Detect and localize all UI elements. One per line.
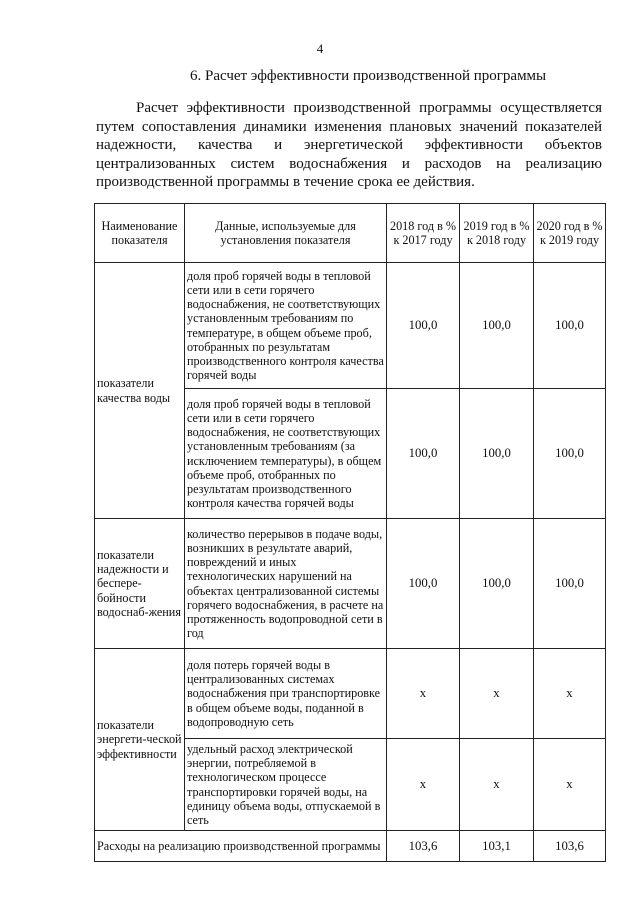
expenses-label: Расходы на реализацию производственной программы	[95, 831, 387, 862]
value-2020: х	[534, 739, 606, 831]
intro-paragraph	[96, 99, 602, 192]
indicator-data: количество перерывов в подаче воды, возникших в результате аварий, повреждений и иных технологических нарушений на объектах централизованной системы горячего водоснабжения, в расчете на протяженность водопроводной сети в год	[185, 519, 387, 649]
intro-line: надежности, качества и энергетической эффективности объектов	[96, 137, 602, 153]
value-2018: х	[387, 739, 460, 831]
value-2019: 100,0	[460, 519, 534, 649]
page-number: 4	[316, 41, 324, 56]
indicator-name: показатели энергети-ческой эффективности	[95, 649, 185, 831]
value-2019: 100,0	[460, 263, 534, 389]
value-2020: 100,0	[534, 389, 606, 519]
expenses-2019: 103,1	[460, 831, 534, 862]
expenses-2020: 103,6	[534, 831, 606, 862]
indicator-data: удельный расход электрической энергии, потребляемой в технологическом процессе транспортировки горячей воды, на единицу объема воды, отпускаемой в сеть	[185, 739, 387, 831]
table-row	[95, 519, 606, 649]
efficiency-table	[94, 203, 606, 862]
value-2020: х	[534, 649, 606, 739]
intro-line: централизованных систем водоснабжения и расходов на реализацию	[96, 155, 602, 172]
table-header-row	[95, 204, 606, 263]
expenses-2018: 103,6	[387, 831, 460, 862]
indicator-data: доля потерь горячей воды в централизованных системах водоснабжения при транспортировке в общем объеме воды, поданной в водопроводную сеть	[185, 649, 387, 739]
header-name: Наименование показателя	[95, 204, 185, 263]
indicator-name: показатели надежности и беспере-бойности водоснаб-жения	[95, 519, 185, 649]
indicator-data: доля проб горячей воды в тепловой сети или в сети горячего водоснабжения, не соответствующих установленным требованиям по температуре, в общем объеме проб, отобранных по результатам производственного контроля качества горячей воды	[185, 263, 387, 389]
value-2020: 100,0	[534, 519, 606, 649]
value-2018: 100,0	[387, 519, 460, 649]
table-footer-row	[95, 831, 606, 862]
indicator-name: показатели качества воды	[95, 263, 185, 519]
value-2019: 100,0	[460, 389, 534, 519]
header-2018: 2018 год в % к 2017 году	[387, 204, 460, 263]
intro-line: путем сопоставления динамики изменения плановых значений показателей	[96, 118, 602, 135]
value-2019: х	[460, 649, 534, 739]
value-2018: 100,0	[387, 263, 460, 389]
intro-line: Расчет эффективности производственной программы осуществляется	[136, 100, 602, 116]
header-2020: 2020 год в % к 2019 году	[534, 204, 606, 263]
value-2020: 100,0	[534, 263, 606, 389]
header-data: Данные, используемые для установления показателя	[185, 204, 387, 263]
section-title: 6. Расчет эффективности производственной программы	[190, 68, 547, 84]
table-row	[95, 649, 606, 739]
value-2018: 100,0	[387, 389, 460, 519]
indicator-data: доля проб горячей воды в тепловой сети или в сети горячего водоснабжения, не соответствующих установленным требованиям (за исключением температуры), в общем объеме проб, отобранных по результатам производственного контроля качества горячей воды	[185, 389, 387, 519]
header-2019: 2019 год в % к 2018 году	[460, 204, 534, 263]
table-row	[95, 263, 606, 389]
value-2018: х	[387, 649, 460, 739]
intro-line: производственной программы в течение срока ее действия.	[96, 174, 475, 190]
value-2019: х	[460, 739, 534, 831]
